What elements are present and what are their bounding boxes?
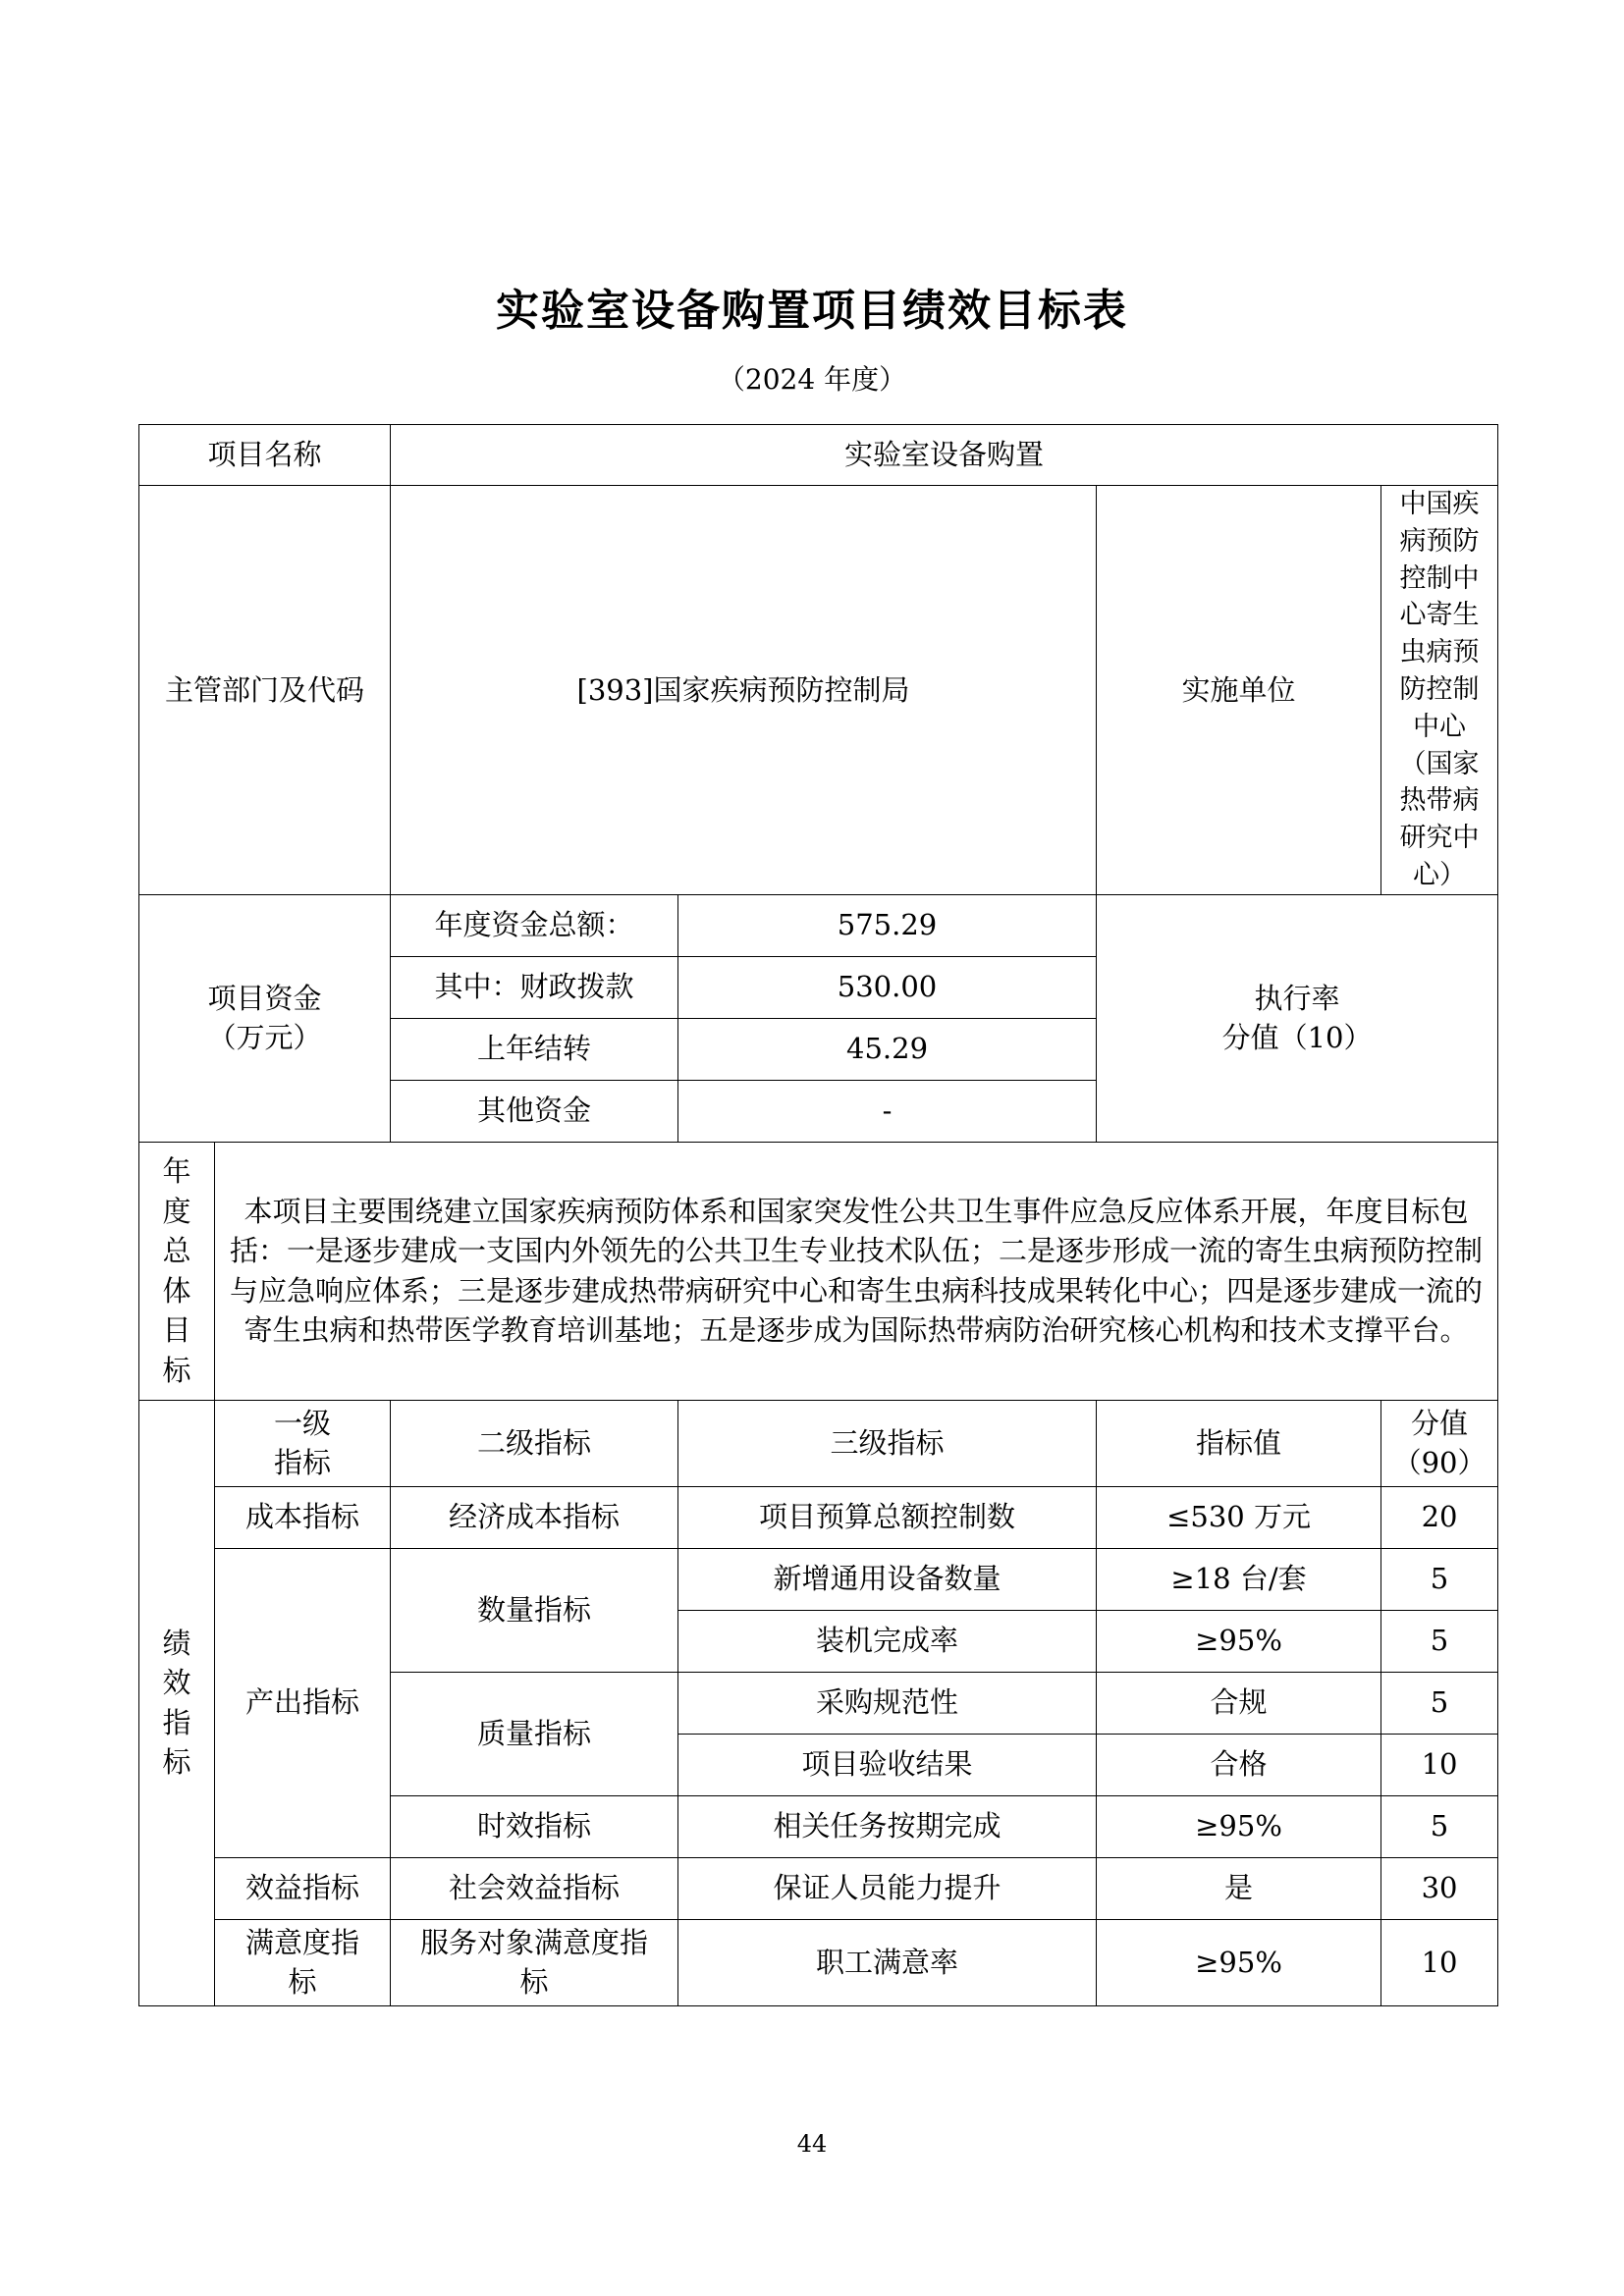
indicator-value: ≥95% xyxy=(1097,1919,1381,2005)
indicator-score: 5 xyxy=(1381,1548,1498,1610)
exec-rate-line2: 分值（10） xyxy=(1221,1021,1373,1055)
row-perf-header xyxy=(139,1400,1498,1486)
indicator-value: 合格 xyxy=(1097,1734,1381,1795)
header-level2: 二级指标 xyxy=(391,1400,678,1486)
level3-indicator: 相关任务按期完成 xyxy=(678,1795,1097,1857)
goal-label-char: 年 xyxy=(162,1153,191,1188)
level1-cost: 成本指标 xyxy=(215,1486,391,1548)
indicator-score: 5 xyxy=(1381,1795,1498,1857)
level2-quality: 质量指标 xyxy=(391,1672,678,1795)
project-name-label: 项目名称 xyxy=(139,425,391,486)
project-name-value: 实验室设备购置 xyxy=(391,425,1498,486)
header-level1-line1: 一级 xyxy=(274,1406,332,1440)
page-number: 44 xyxy=(796,2130,828,2158)
perf-label-char: 绩 xyxy=(162,1626,191,1660)
header-score-line2: （90） xyxy=(1392,1446,1487,1480)
header-level3: 三级指标 xyxy=(678,1400,1097,1486)
header-level1-line2: 指标 xyxy=(274,1446,332,1480)
fund-label: 年度资金总额： xyxy=(391,894,678,956)
goal-label-char: 总 xyxy=(162,1234,191,1268)
level1-satisfaction-line1: 满意度指 xyxy=(245,1925,360,1959)
indicator-value: 合规 xyxy=(1097,1672,1381,1734)
level1-output: 产出指标 xyxy=(215,1548,391,1857)
fund-label: 其他资金 xyxy=(391,1080,678,1142)
dept-label: 主管部门及代码 xyxy=(139,486,391,895)
table-row xyxy=(139,1857,1498,1919)
level2-quantity: 数量指标 xyxy=(391,1548,678,1672)
fund-value: 530.00 xyxy=(678,956,1097,1018)
row-project-name xyxy=(139,425,1498,486)
row-annual-goal xyxy=(139,1142,1498,1400)
indicator-score: 30 xyxy=(1381,1857,1498,1919)
indicator-value: 是 xyxy=(1097,1857,1381,1919)
table-row xyxy=(139,1486,1498,1548)
goal-label-char: 体 xyxy=(162,1273,191,1308)
impl-label: 实施单位 xyxy=(1097,486,1381,895)
row-fund-total xyxy=(139,894,1498,956)
perf-label-char: 标 xyxy=(162,1745,191,1780)
level3-indicator: 职工满意率 xyxy=(678,1919,1097,2005)
indicator-score: 10 xyxy=(1381,1919,1498,2005)
level2-economic-cost: 经济成本指标 xyxy=(391,1486,678,1548)
goal-label-char: 度 xyxy=(162,1194,191,1228)
page-title: 实验室设备购置项目绩效目标表 xyxy=(496,286,1128,336)
indicator-score: 20 xyxy=(1381,1486,1498,1548)
level2-service-satisfaction-line2: 标 xyxy=(519,1965,549,2000)
indicator-score: 5 xyxy=(1381,1672,1498,1734)
indicator-value: ≥95% xyxy=(1097,1610,1381,1672)
annual-goal-label xyxy=(139,1142,215,1400)
level3-indicator: 装机完成率 xyxy=(678,1610,1097,1672)
fund-value: 45.29 xyxy=(678,1018,1097,1080)
indicator-value: ≥95% xyxy=(1097,1795,1381,1857)
indicator-value: ≥18 台/套 xyxy=(1097,1548,1381,1610)
level3-indicator: 项目验收结果 xyxy=(678,1734,1097,1795)
exec-rate xyxy=(1097,894,1498,1142)
goal-label-char: 标 xyxy=(162,1353,191,1387)
funds-label-line2: （万元） xyxy=(207,1021,322,1055)
fund-label: 上年结转 xyxy=(391,1018,678,1080)
level1-satisfaction-line2: 标 xyxy=(288,1965,317,2000)
fund-value: 575.29 xyxy=(678,894,1097,956)
level3-indicator: 保证人员能力提升 xyxy=(678,1857,1097,1919)
perf-label xyxy=(139,1400,215,2005)
funds-label-line1: 项目资金 xyxy=(207,981,322,1015)
page-subtitle: （2024 年度） xyxy=(717,363,907,396)
level1-satisfaction xyxy=(215,1919,391,2005)
level3-indicator: 采购规范性 xyxy=(678,1672,1097,1734)
fund-label: 其中：财政拨款 xyxy=(391,956,678,1018)
annual-goal-text: 本项目主要围绕建立国家疾病预防体系和国家突发性公共卫生事件应急反应体系开展，年度目标包括：一是逐步建成一支国内外领先的公共卫生专业技术队伍；二是逐步形成一流的寄生虫病预防控制与应急响应体系；三是逐步建成热带病研究中心和寄生虫病科技成果转化中心；四是逐步建成一流的寄生虫病和热带医学教育培训基地；五是逐步成为国际热带病防治研究核心机构和技术支撑平台。 xyxy=(215,1142,1498,1400)
level3-indicator: 项目预算总额控制数 xyxy=(678,1486,1097,1548)
level3-indicator: 新增通用设备数量 xyxy=(678,1548,1097,1610)
perf-label-char: 效 xyxy=(162,1666,191,1700)
level2-social-benefit: 社会效益指标 xyxy=(391,1857,678,1919)
level1-benefit: 效益指标 xyxy=(215,1857,391,1919)
header-level1 xyxy=(215,1400,391,1486)
header-score xyxy=(1381,1400,1498,1486)
goal-label-char: 目 xyxy=(162,1313,191,1348)
row-department xyxy=(139,486,1498,895)
level2-service-satisfaction-line1: 服务对象满意度指 xyxy=(420,1925,649,1959)
performance-target-table xyxy=(138,424,1498,2006)
dept-value: [393]国家疾病预防控制局 xyxy=(391,486,1097,895)
exec-rate-line1: 执行率 xyxy=(1254,981,1340,1015)
perf-label-char: 指 xyxy=(162,1705,191,1739)
indicator-value: ≤530 万元 xyxy=(1097,1486,1381,1548)
level2-timeliness: 时效指标 xyxy=(391,1795,678,1857)
indicator-score: 5 xyxy=(1381,1610,1498,1672)
impl-value: 中国疾病预防控制中心寄生虫病预防控制中心（国家热带病研究中心） xyxy=(1381,486,1498,895)
fund-value: - xyxy=(678,1080,1097,1142)
header-score-line1: 分值 xyxy=(1411,1406,1469,1440)
table-row xyxy=(139,1548,1498,1610)
indicator-score: 10 xyxy=(1381,1734,1498,1795)
header-value: 指标值 xyxy=(1097,1400,1381,1486)
table-row xyxy=(139,1919,1498,2005)
level2-service-satisfaction xyxy=(391,1919,678,2005)
funds-label xyxy=(139,894,391,1142)
